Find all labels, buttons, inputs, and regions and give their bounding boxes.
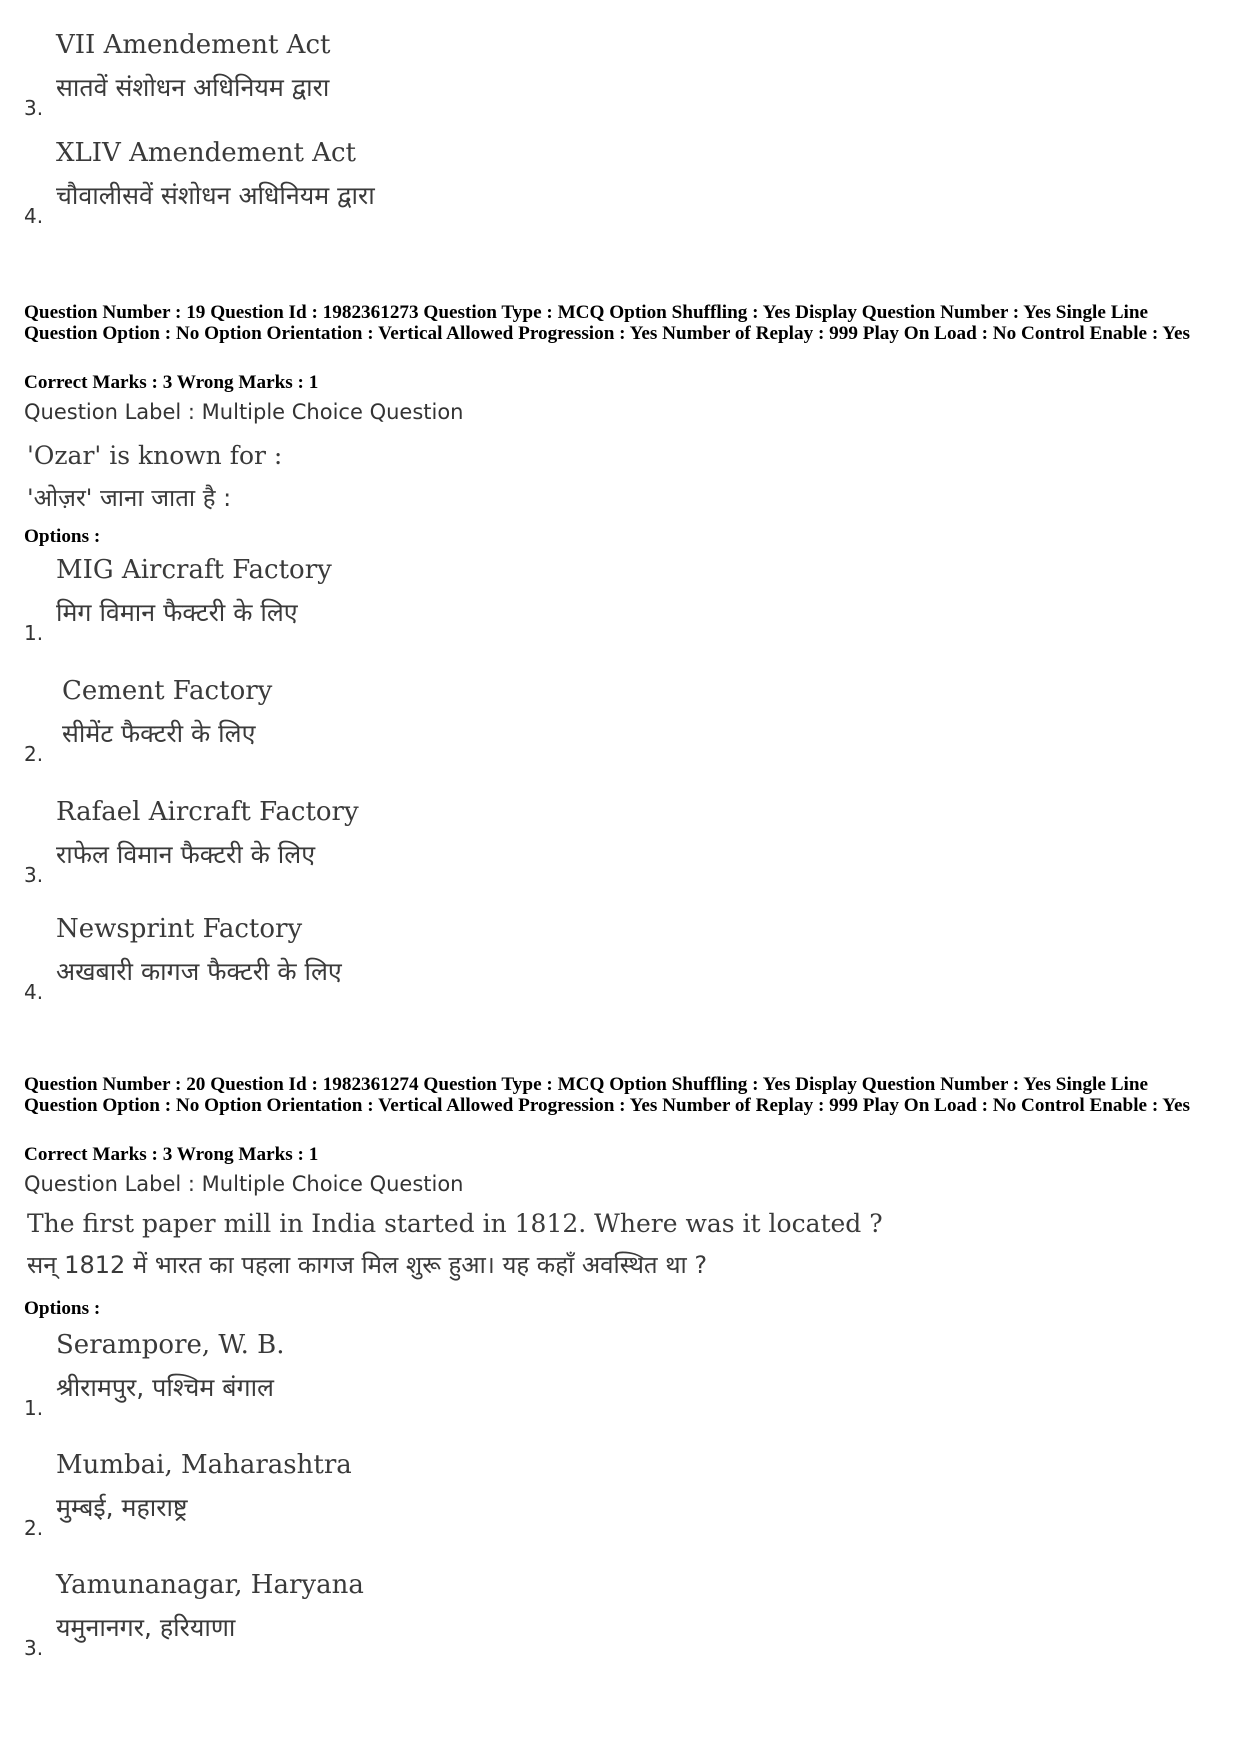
q20-option-1[interactable] — [24, 1330, 724, 1420]
option-text-hi: सीमेंट फैक्टरी के लिए — [62, 719, 256, 748]
option-number: 2. — [24, 742, 44, 766]
option-number: 1. — [24, 1396, 44, 1420]
question-20-options-heading: Options : — [24, 1298, 101, 1319]
option-text-hi: यमुनानगर, हरियाणा — [56, 1613, 236, 1642]
prev-option-4[interactable] — [24, 138, 724, 228]
option-text-en: Yamunanagar, Haryana — [56, 1570, 364, 1600]
option-number: 4. — [24, 980, 44, 1004]
option-text-hi: श्रीरामपुर, पश्चिम बंगाल — [56, 1373, 274, 1402]
q19-option-3[interactable] — [24, 797, 724, 887]
option-text-en: MIG Aircraft Factory — [56, 555, 332, 585]
question-20-marks: Correct Marks : 3 Wrong Marks : 1 — [24, 1144, 319, 1165]
option-number: 4. — [24, 204, 44, 228]
question-19-meta: Question Number : 19 Question Id : 1982361273 Question Type : MCQ Option Shuffling : Yes Display Question Number : Yes Single Line Question Option : No Option Orientation : Vertical Allowed Progression : Yes Number of Replay : 999 Play On Load : No Control Enable : Yes — [24, 302, 1191, 344]
option-text-hi: मिग विमान फैक्टरी के लिए — [56, 598, 298, 627]
q19-option-4[interactable] — [24, 914, 724, 1004]
option-text-en: Rafael Aircraft Factory — [56, 797, 359, 827]
option-number: 1. — [24, 621, 44, 645]
option-text-en: XLIV Amendement Act — [56, 138, 356, 168]
option-text-hi: चौवालीसवें संशोधन अधिनियम द्वारा — [56, 181, 375, 210]
option-number: 3. — [24, 863, 44, 887]
q19-option-2[interactable] — [24, 676, 724, 766]
question-20-meta: Question Number : 20 Question Id : 1982361274 Question Type : MCQ Option Shuffling : Yes Display Question Number : Yes Single Line Question Option : No Option Orientation : Vertical Allowed Progression : Yes Number of Replay : 999 Play On Load : No Control Enable : Yes — [24, 1074, 1191, 1116]
question-20-label: Question Label : Multiple Choice Question — [24, 1172, 464, 1196]
option-number: 3. — [24, 96, 44, 120]
option-text-hi: सातवें संशोधन अधिनियम द्वारा — [56, 73, 330, 102]
option-text-en: Cement Factory — [62, 676, 273, 706]
option-number: 3. — [24, 1636, 44, 1660]
option-number: 2. — [24, 1516, 44, 1540]
q20-option-2[interactable] — [24, 1450, 724, 1540]
option-text-hi: राफेल विमान फैक्टरी के लिए — [56, 840, 316, 869]
option-text-hi: मुम्बई, महाराष्ट्र — [56, 1493, 188, 1522]
q19-option-1[interactable] — [24, 555, 724, 645]
option-text-en: Mumbai, Maharashtra — [56, 1450, 352, 1480]
question-19-text-en: 'Ozar' is known for : — [27, 441, 283, 470]
question-19-label: Question Label : Multiple Choice Question — [24, 400, 464, 424]
question-19-marks: Correct Marks : 3 Wrong Marks : 1 — [24, 372, 319, 393]
option-text-en: Newsprint Factory — [56, 914, 303, 944]
question-20-text-hi: सन् 1812 में भारत का पहला कागज मिल शुरू हुआ। यह कहाँ अवस्थित था ? — [27, 1251, 708, 1279]
question-19-text-hi: 'ओज़र' जाना जाता है : — [27, 484, 232, 512]
option-text-en: VII Amendement Act — [56, 30, 331, 60]
q20-option-3[interactable] — [24, 1570, 724, 1660]
option-text-en: Serampore, W. B. — [56, 1330, 285, 1360]
question-20-text-en: The first paper mill in India started in 1812. Where was it located ? — [27, 1209, 883, 1238]
option-text-hi: अखबारी कागज फैक्टरी के लिए — [56, 957, 342, 986]
question-19-options-heading: Options : — [24, 526, 101, 547]
prev-option-3[interactable] — [24, 30, 724, 120]
